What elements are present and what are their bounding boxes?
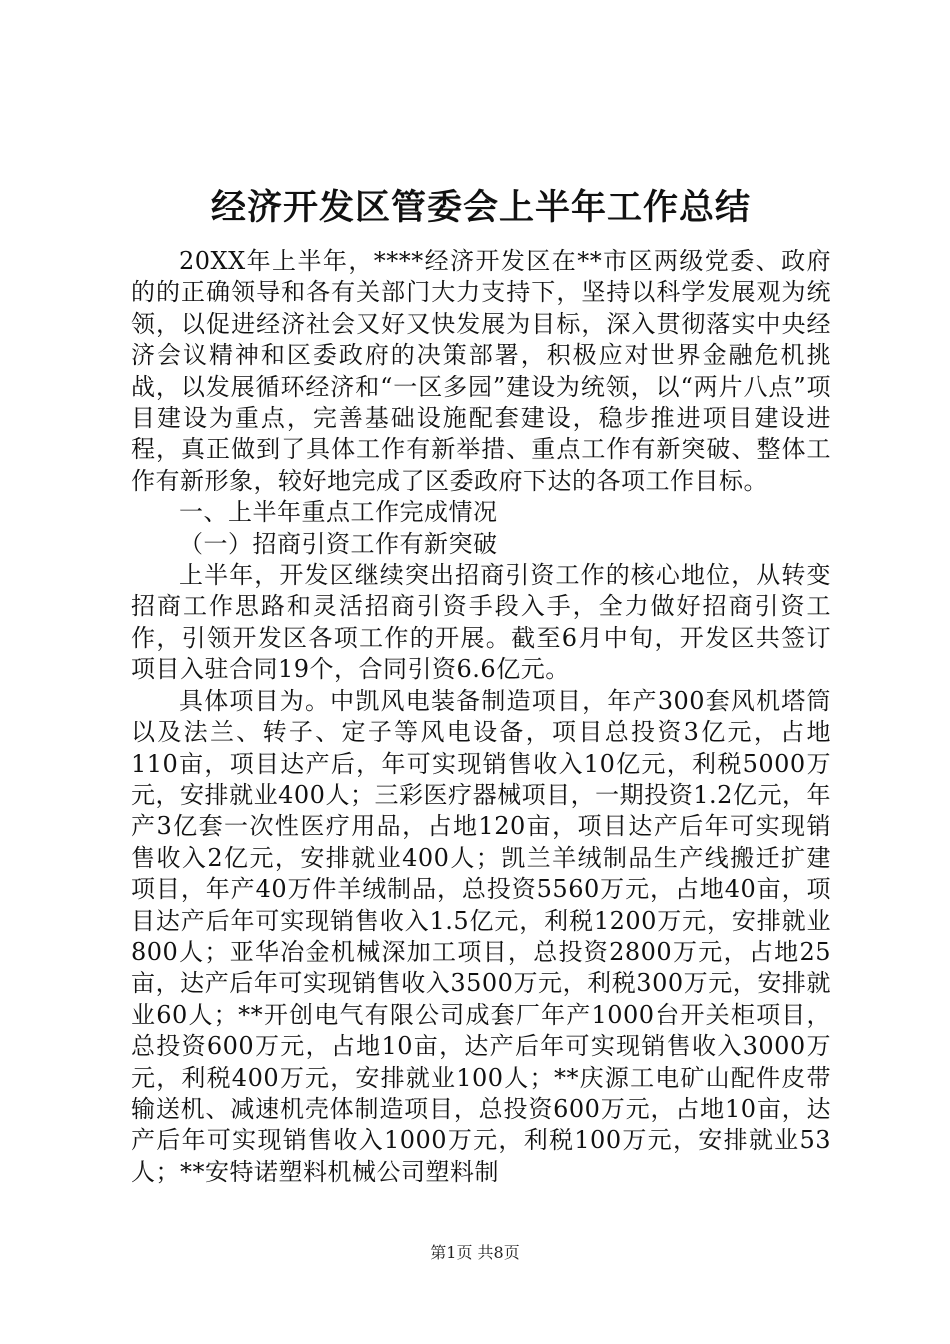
projects-paragraph: 具体项目为。中凯风电装备制造项目，年产300套风机塔筒以及法兰、转子、定子等风电设备，项目总投资3亿元，占地110亩，项目达产后，年可实现销售收入10亿元，利税5000万元，安排就业400人；三彩医疗器械项目，一期投资1.2亿元，年产3亿套一次性医疗用品，占地120亩，项目达产后年可实现销售收入2亿元，安排就业400人；凯兰羊绒制品生产线搬迁扩建项目，年产40万件羊绒制品，总投资5560万元，占地40亩，项目达产后年可实现销售收入1.5亿元，利税1200万元，安排就业800人；亚华冶金机械深加工项目，总投资2800万元，占地25亩，达产后年可实现销售收入3500万元，利税300万元，安排就业60人；**开创电气有限公司成套厂年产1000台开关柜项目，总投资600万元，占地10亩，达产后年可实现销售收入3000万元，利税400万元，安排就业100人；**庆源工电矿山配件皮带输送机、减速机壳体制造项目，总投资600万元，占地10亩，达产后年可实现销售收入1000万元，利税100万元，安排就业53人；**安特诺塑料机械公司塑料制 xyxy=(131,686,831,1186)
document-page xyxy=(131,180,831,1188)
page-indicator: 第1页 共8页 xyxy=(430,1243,520,1262)
investment-paragraph: 上半年，开发区继续突出招商引资工作的核心地位，从转变招商工作思路和灵活招商引资手段入手，全力做好招商引资工作，引领开发区各项工作的开展。截至6月中旬，开发区共签订项目入驻合同19个，合同引资6.6亿元。 xyxy=(131,561,831,684)
section-heading: 一、上半年重点工作完成情况 xyxy=(179,498,498,527)
document-title: 经济开发区管委会上半年工作总结 xyxy=(210,188,751,228)
subsection-heading: （一）招商引资工作有新突破 xyxy=(179,529,498,558)
intro-paragraph: 20XX年上半年，****经济开发区在**市区两级党委、政府的的正确领导和各有关部门大力支持下，坚持以科学发展观为统领，以促进经济社会又好又快发展为目标，深入贯彻落实中央经济会议精神和区委政府的决策部署，积极应对世界金融危机挑战，以发展循环经济和“一区多园”建设为统领，以“两片八点”项目建设为重点，完善基础设施配套建设，稳步推进项目建设进程，真正做到了具体工作有新举措、重点工作有新突破、整体工作有新形象，较好地完成了区委政府下达的各项工作目标。 xyxy=(131,247,831,495)
